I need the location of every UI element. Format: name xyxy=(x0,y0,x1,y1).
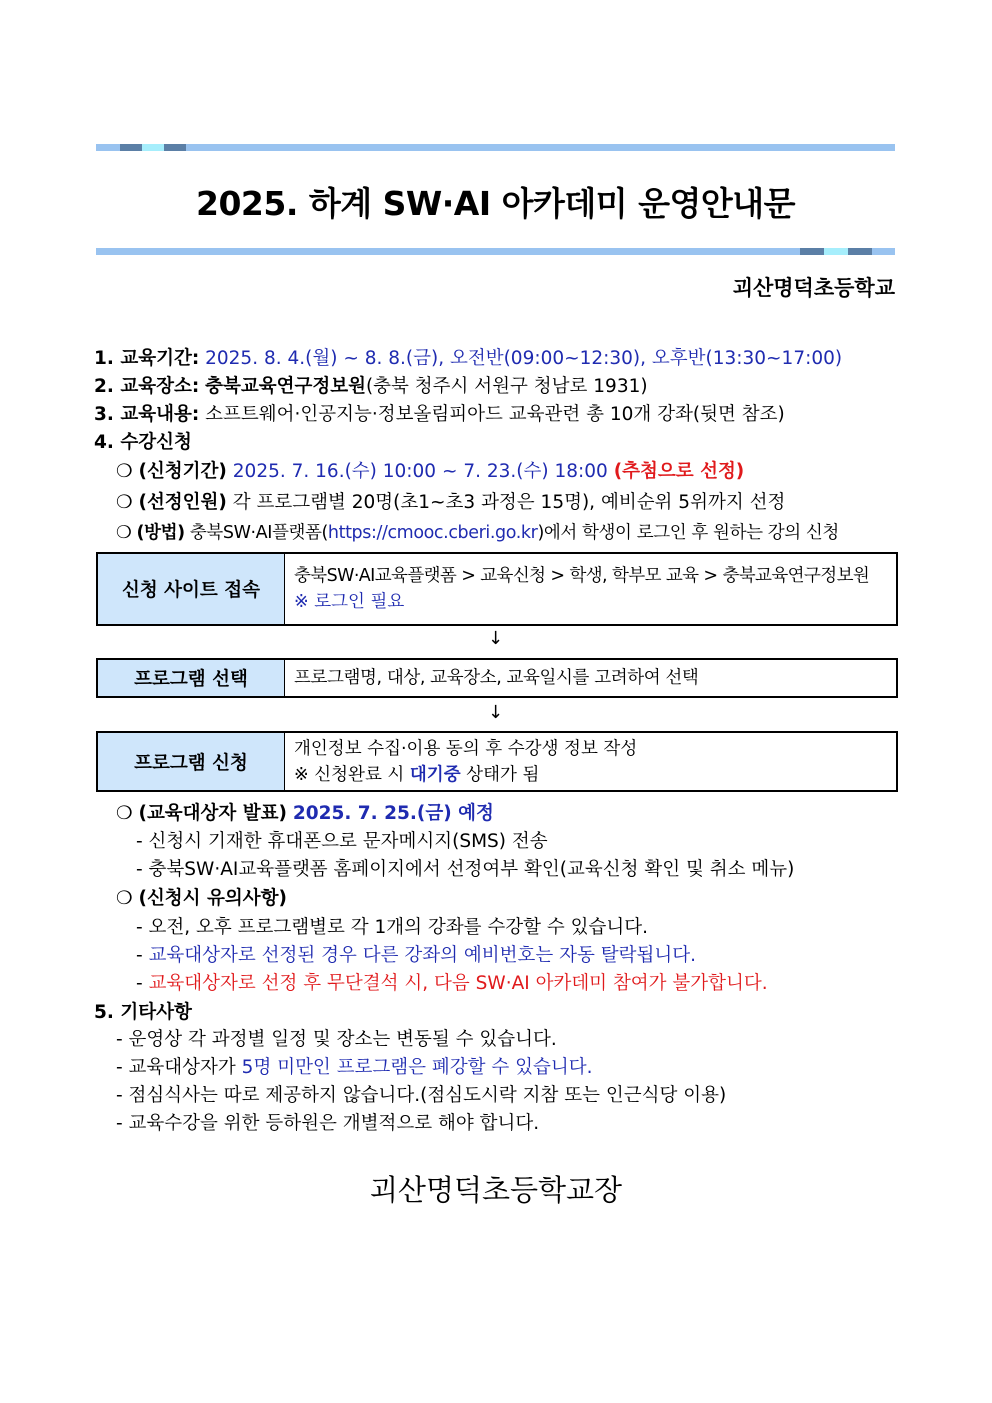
principal-signature: 괴산명덕초등학교장 xyxy=(369,1173,623,1207)
period-label: 1. 교육기간: xyxy=(94,348,200,369)
item-place xyxy=(94,374,648,400)
bullet: ❍ xyxy=(116,492,133,513)
announce xyxy=(116,801,494,827)
announce-sms: - 신청시 기재한 휴대폰으로 문자메시지(SMS) 전송 xyxy=(136,831,548,852)
selection-value: 각 프로그램별 20명(초1~초3 과정은 15명), 예비순위 5위까지 선정 xyxy=(232,492,786,513)
status-waiting: 대기중 xyxy=(409,764,461,785)
etc-2 xyxy=(116,1055,593,1081)
etc-2-highlight: 5명 미만인 프로그램은 폐강할 수 있습니다. xyxy=(241,1057,593,1078)
step-text: 프로그램명, 대상, 교육장소, 교육일시를 고려하여 선택 xyxy=(294,668,699,688)
announce-web: - 충북SW·AI교육플랫폼 홈페이지에서 선정여부 확인(교육신청 확인 및 취소 메뉴) xyxy=(136,859,795,880)
note-post: 상태가 됨 xyxy=(460,764,540,785)
step-label: 프로그램 신청 xyxy=(98,733,285,790)
item-content xyxy=(94,402,785,428)
caution-3 xyxy=(136,971,768,997)
note-pre: ※ 신청완료 시 xyxy=(294,764,410,785)
step-path: 충북SW·AI교육플랫폼 > 교육신청 > 학생, 학부모 교육 > 충북교육연구정보원 xyxy=(294,566,870,586)
content-label: 3. 교육내용: xyxy=(94,404,200,425)
etc-heading: 5. 기타사항 xyxy=(94,1002,192,1023)
etc-2-pre: - 교육대상자가 xyxy=(116,1057,242,1078)
caution-1: - 오전, 오후 프로그램별로 각 1개의 강좌를 수강할 수 있습니다. xyxy=(136,917,649,938)
selection-count xyxy=(116,490,785,516)
step-content xyxy=(285,660,707,696)
place-address: (충북 청주시 서원구 청남로 1931) xyxy=(365,376,648,397)
apply-method xyxy=(116,520,839,546)
dash: - xyxy=(136,973,149,994)
caution-label: (신청시 유의사항) xyxy=(138,888,287,909)
flow-step-select xyxy=(96,658,898,698)
rule-segment xyxy=(120,144,142,151)
caution xyxy=(116,886,287,912)
apply-period-note: (추첨으로 선정) xyxy=(613,461,745,482)
place-label: 2. 교육장소: xyxy=(94,376,200,397)
step-text: 개인정보 수집·이용 동의 후 수강생 정보 작성 xyxy=(294,738,638,759)
method-post: )에서 학생이 로그인 후 원하는 강의 신청 xyxy=(537,523,839,543)
down-arrow-icon: ↓ xyxy=(488,702,504,723)
rule-segment xyxy=(848,248,872,255)
method-label: (방법) xyxy=(136,523,185,543)
apply-period xyxy=(116,459,744,485)
bullet: ❍ xyxy=(116,461,133,482)
etc-3: - 점심식사는 따로 제공하지 않습니다.(점심도시락 지참 또는 인근식당 이용) xyxy=(116,1085,727,1106)
platform-link[interactable]: https://cmooc.cberi.go.kr xyxy=(327,523,538,543)
flow-step-site xyxy=(96,552,898,626)
etc-4: - 교육수강을 위한 등하원은 개별적으로 해야 합니다. xyxy=(116,1113,540,1134)
bullet: ❍ xyxy=(116,888,133,909)
step-note xyxy=(294,762,637,788)
step-note: ※ 로그인 필요 xyxy=(294,592,405,612)
period-value: 2025. 8. 4.(월) ~ 8. 8.(금), 오전반(09:00~12:30), 오후반(13:30~17:00) xyxy=(205,348,843,369)
rule-segment xyxy=(800,248,824,255)
caution-3-text: 교육대상자로 선정 후 무단결석 시, 다음 SW·AI 아카데미 참여가 불가합니다. xyxy=(148,973,768,994)
step-label: 신청 사이트 접속 xyxy=(98,554,285,624)
apply-period-value: 2025. 7. 16.(수) 10:00 ~ 7. 23.(수) 18:00 xyxy=(232,461,608,482)
method-pre: 충북SW·AI플랫폼( xyxy=(189,523,328,543)
flow-step-apply xyxy=(96,731,898,792)
content-value: 소프트웨어·인공지능·정보올림피아드 교육관련 총 10개 강좌(뒷면 참조) xyxy=(205,404,785,425)
step-label: 프로그램 선택 xyxy=(98,660,285,696)
caution-2-text: 교육대상자로 선정된 경우 다른 강좌의 예비번호는 자동 탈락됩니다. xyxy=(148,945,696,966)
down-arrow-icon: ↓ xyxy=(488,628,504,649)
apply-heading: 4. 수강신청 xyxy=(94,432,192,453)
bullet: ❍ xyxy=(116,523,132,543)
announce-label: (교육대상자 발표) xyxy=(138,803,287,824)
step-content xyxy=(285,554,878,624)
top-rule xyxy=(96,144,895,151)
item-period xyxy=(94,346,842,372)
selection-label: (선정인원) xyxy=(138,492,227,513)
announce-date: 2025. 7. 25.(금) 예정 xyxy=(292,803,494,824)
bullet: ❍ xyxy=(116,803,133,824)
bottom-rule xyxy=(96,248,895,255)
etc-1: - 운영상 각 과정별 일정 및 장소는 변동될 수 있습니다. xyxy=(116,1029,557,1050)
rule-segment xyxy=(164,144,186,151)
step-content xyxy=(285,733,646,790)
caution-2 xyxy=(136,943,696,969)
rule-segment xyxy=(824,248,848,255)
page-title: 2025. 하계 SW·AI 아카데미 운영안내문 xyxy=(195,184,796,223)
rule-segment xyxy=(142,144,164,151)
school-name: 괴산명덕초등학교 xyxy=(732,276,895,300)
apply-period-label: (신청기간) xyxy=(138,461,227,482)
dash: - xyxy=(136,945,149,966)
place-name: 충북교육연구정보원 xyxy=(205,376,366,397)
